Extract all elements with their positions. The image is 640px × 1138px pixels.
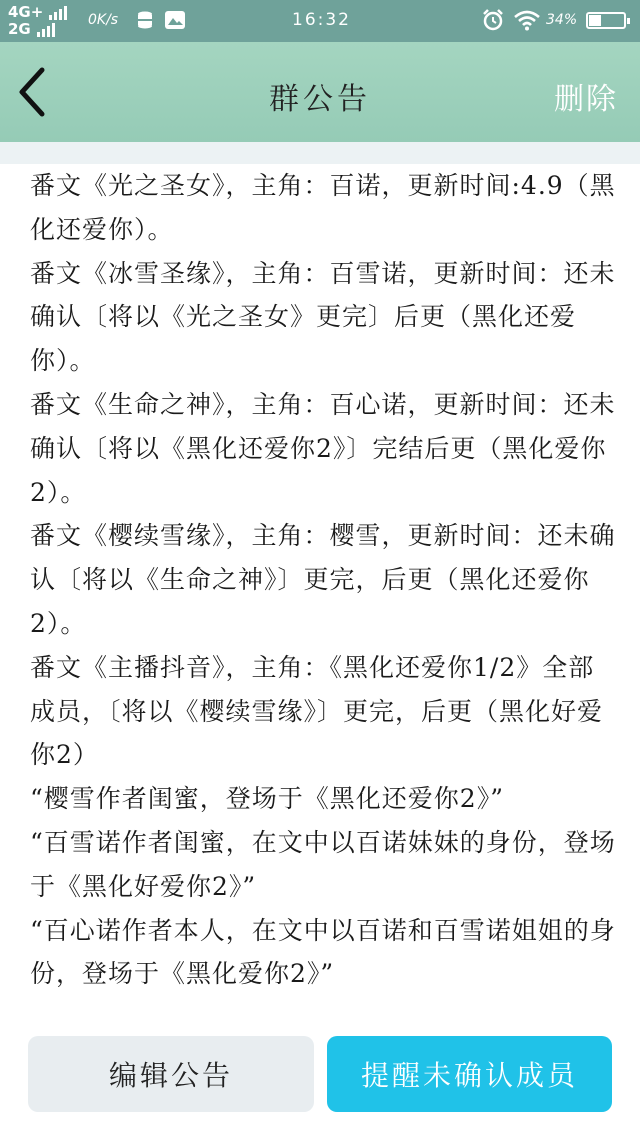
- battery-level-fill: [589, 15, 601, 26]
- alarm-icon: [482, 9, 504, 31]
- announcement-paragraph: 番文《主播抖音》，主角：《黑化还爱你1/2》全部成员，〔将以《樱续雪缘》〕更完，后更（黑化好爱你2）: [30, 652, 604, 770]
- signal-bars-icon: [49, 6, 67, 20]
- battery-percent: 34%: [546, 12, 578, 28]
- announcement-paragraph: “樱雪作者闺蜜，登场于《黑化还爱你2》”: [30, 784, 504, 814]
- network-2g-label: 2G: [8, 20, 31, 38]
- announcement-content: [30, 164, 620, 1024]
- delete-button[interactable]: 删除: [554, 82, 618, 117]
- announcement-paragraph: 番文《光之圣女》，主角：百诺，更新时间:4.9（黑化还爱你）。: [30, 171, 616, 244]
- wifi-icon: [514, 9, 540, 31]
- network-4g-label: 4G+: [8, 3, 44, 21]
- remind-unconfirmed-button[interactable]: 提醒未确认成员: [327, 1036, 612, 1112]
- network-indicator: [8, 4, 67, 38]
- status-bar: [0, 0, 640, 42]
- title-bar: [0, 42, 640, 142]
- announcement-paragraph: “百雪诺作者闺蜜，在文中以百诺妹妹的身份，登场于《黑化好爱你2》”: [30, 827, 616, 901]
- edit-announcement-button[interactable]: 编辑公告: [28, 1036, 314, 1112]
- image-notification-icon: [165, 11, 185, 29]
- battery-icon: [586, 12, 626, 29]
- header-divider: [0, 142, 640, 164]
- announcement-paragraph: 番文《冰雪圣缘》，主角：百雪诺，更新时间：还未确认〔将以《光之圣女》更完〕后更（黑化还爱你）。: [30, 258, 616, 376]
- network-speed: 0K/s: [88, 12, 119, 28]
- page-title: 群公告: [269, 82, 371, 117]
- clock: 16:32: [292, 10, 351, 30]
- announcement-paragraph: 番文《生命之神》，主角：百心诺，更新时间：还未确认〔将以《黑化还爱你2》〕完结后更（黑化爱你2）。: [30, 389, 616, 507]
- signal-bars-2g-icon: [37, 23, 55, 37]
- announcement-paragraph: “百心诺作者本人，在文中以百诺和百雪诺姐姐的身份，登场于《黑化爱你2》”: [30, 915, 616, 989]
- announcement-paragraph: 番文《樱续雪缘》，主角：樱雪，更新时间：还未确认〔将以《生命之神》〕更完，后更（黑化还爱你2）。: [30, 521, 616, 638]
- storage-icon: [137, 11, 153, 29]
